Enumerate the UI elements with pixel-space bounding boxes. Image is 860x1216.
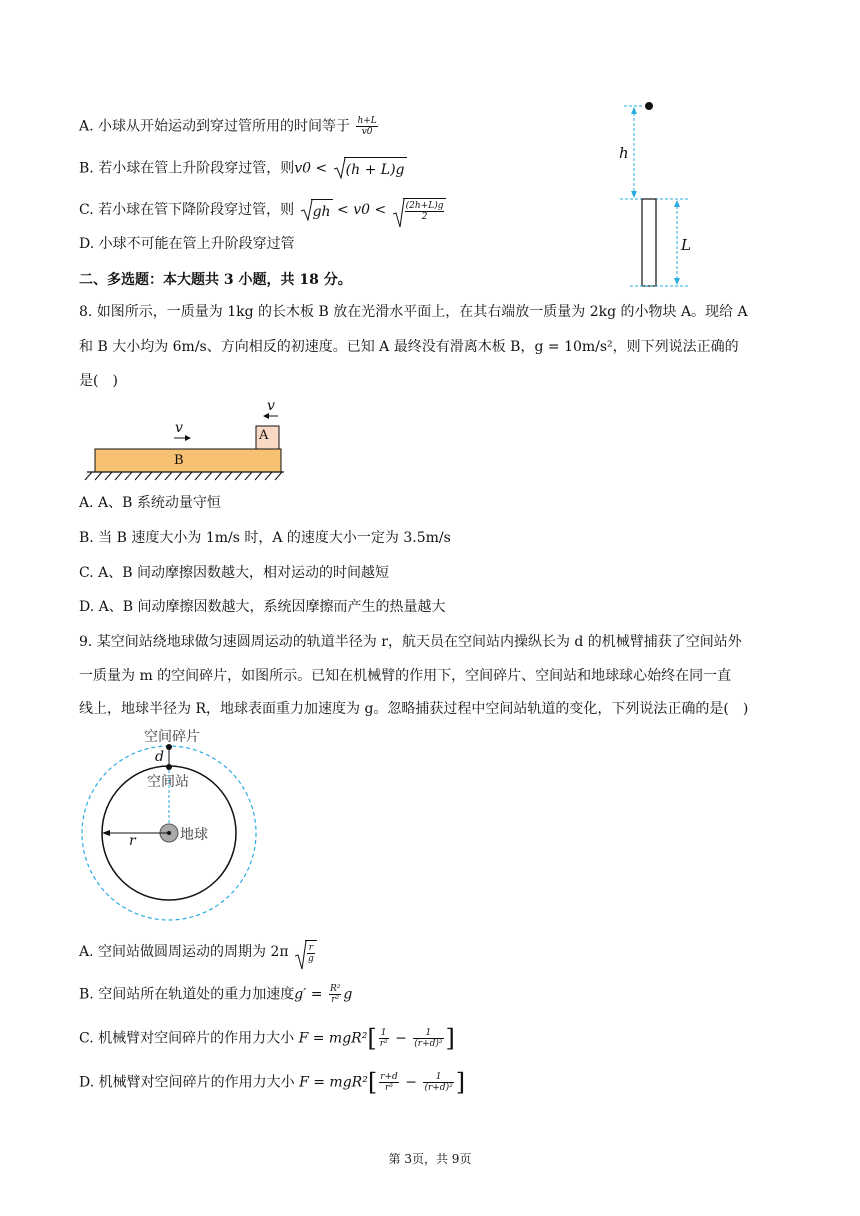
q9-option-a: A. 空间站做圆周运动的周期为 2π $\frac{r}{g}$: [79, 940, 317, 964]
section-heading: 二、多选题：本大题共 3 小题，共 18 分。: [79, 272, 352, 288]
orbit-figure: [78, 740, 262, 924]
q8-stem-line3: 是( ): [79, 373, 118, 389]
fig9-earth-label: 地球: [180, 827, 208, 843]
q7-option-d: D. 小球不可能在管上升阶段穿过管: [79, 236, 295, 252]
tube: [642, 199, 656, 286]
q7-option-a: A. 小球从开始运动到穿过管所用的时间等于 $\frac{h+L}{v0}$: [79, 116, 377, 137]
ball-tube-figure: [610, 98, 690, 294]
fig9-station-label: 空间站: [147, 774, 189, 790]
q9-stem-line2: 一质量为 m 的空间碎片，如图所示。已知在机械臂的作用下，空间碎片、空间站和地球球心始终在同一直: [79, 668, 732, 684]
label-L: L: [681, 236, 691, 254]
sqrt: gh: [301, 199, 333, 222]
sqrt: $\frac{(2h+L)g}{2}$: [393, 198, 447, 222]
sqrt: (h + L)g: [334, 157, 407, 180]
q8-option-a: A. A、B 系统动量守恒: [79, 495, 221, 511]
q8-stem-line2: 和 B 大小均为 6m/s、方向相反的初速度。已知 A 最终没有滑离木板 B，g = 10m/s²，则下列说法正确的: [79, 339, 739, 355]
fig8-B-label: B: [174, 453, 184, 468]
q7-option-c: C. 若小球在管下降阶段穿过管，则 gh < v0 < $\frac{(2h+L)g}{2}$: [79, 198, 446, 222]
q7-option-b: B. 若小球在管上升阶段穿过管，则v0 < (h + L)g: [79, 157, 407, 180]
q9-option-c: C. 机械臂对空间碎片的作用力大小 F = mgR²[ $\frac{1}{\text{r²}}$ − $\frac{1}{\text{(r+d)²}}$ ]: [79, 1024, 455, 1053]
fig9-debris-label: 空间碎片: [144, 729, 200, 745]
q9-option-b: B. 空间站所在轨道处的重力加速度g′ = $\frac{\text{R²}}{\text{r²}}$ g: [79, 984, 353, 1005]
fig8-A-label: A: [259, 428, 269, 443]
q8-option-b: B. 当 B 速度大小为 1m/s 时，A 的速度大小一定为 3.5m/s: [79, 530, 451, 546]
fig8-v-label: v: [267, 398, 275, 414]
q9-stem-line3: 线上，地球半径为 R，地球表面重力加速度为 g。忽略捕获过程中空间站轨道的变化，下列说法正确的是( ): [79, 701, 749, 717]
fig9-d-label: d: [155, 749, 164, 765]
fig8-v-label: v: [175, 420, 183, 436]
sqrt: $\frac{r}{g}$: [295, 940, 317, 964]
fig9-r-label: r: [129, 833, 136, 849]
board-B: [95, 449, 281, 472]
q9-option-d: D. 机械臂对空间碎片的作用力大小 F = mgR²[ $\frac{r+d}{\text{r³}}$ − $\frac{1}{\text{(r+d)²}}$ ]: [79, 1068, 466, 1097]
q8-option-c: C. A、B 间动摩擦因数越大，相对运动的时间越短: [79, 565, 389, 581]
label-h: h: [619, 144, 629, 162]
q8-stem-line1: 8. 如图所示，一质量为 1kg 的长木板 B 放在光滑水平面上，在其右端放一质量为 2kg 的小物块 A。现给 A: [79, 304, 748, 320]
ball-icon: [645, 102, 653, 110]
station-dot: [166, 764, 172, 770]
q9-stem-line1: 9. 某空间站绕地球做匀速圆周运动的轨道半径为 r，航天员在空间站内操纵长为 d 的机械臂捕获了空间站外: [79, 634, 742, 650]
page-footer: 第 3页，共 9页: [388, 1152, 472, 1166]
q8-option-d: D. A、B 间动摩擦因数越大，系统因摩擦而产生的热量越大: [79, 599, 446, 615]
fraction: $\frac{h+L}{v0}$: [357, 116, 377, 137]
